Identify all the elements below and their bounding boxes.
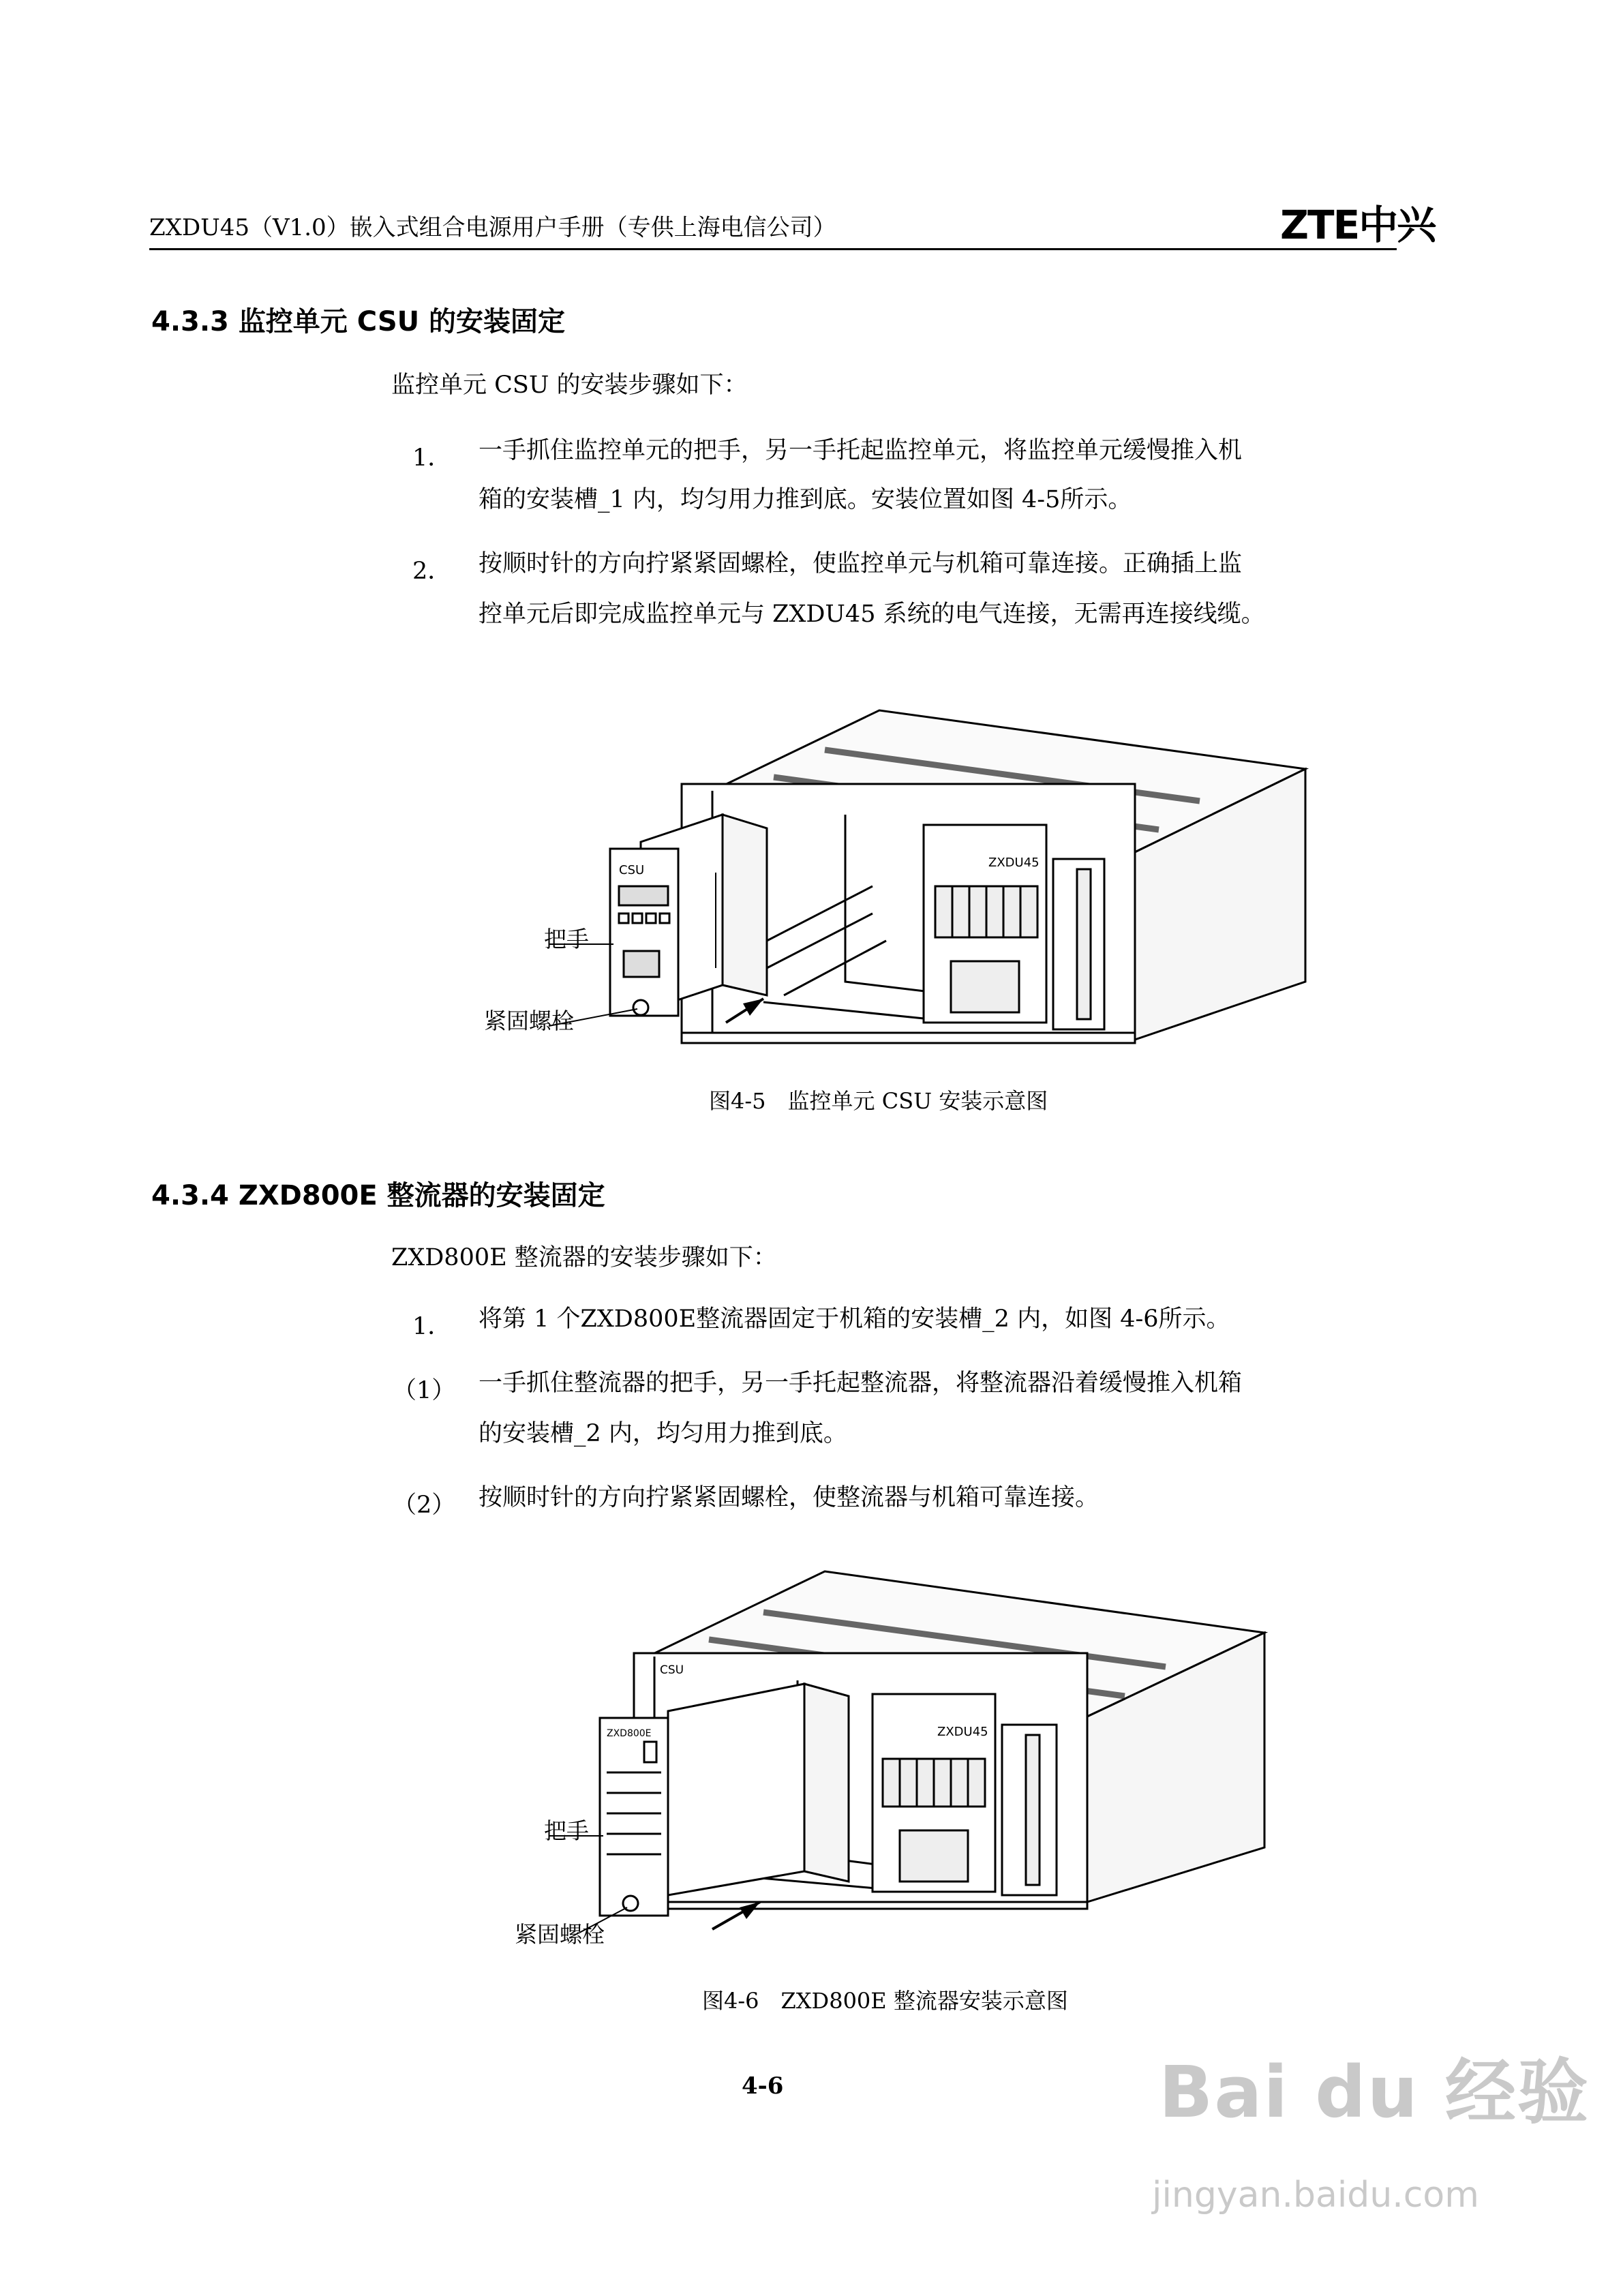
step-text-line: 按顺时针的方向拧紧紧固螺栓，使监控单元与机箱可靠连接。正确插上监: [479, 550, 1243, 577]
label-bolt: 紧固螺栓: [484, 1008, 574, 1034]
figure-caption: 图4-6 ZXD800E 整流器安装示意图: [702, 1988, 1068, 2014]
step-text-line: 一手抓住监控单元的把手，另一手托起监控单元，将监控单元缓慢推入机: [479, 437, 1243, 464]
section-heading-4-3-4: 4.3.4 ZXD800E 整流器的安装固定: [151, 1180, 605, 1211]
step-number: 1．: [412, 444, 452, 472]
csu-panel-label: CSU: [619, 863, 645, 877]
label-handle: 把手: [544, 1817, 589, 1844]
label-bolt: 紧固螺栓: [515, 1921, 605, 1948]
section-heading-4-3-3: 4.3.3 监控单元 CSU 的安装固定: [151, 306, 566, 337]
document-header-title: ZXDU45（V1.0）嵌入式组合电源用户手册（专供上海电信公司）: [149, 214, 836, 241]
substep-text-line: 的安装槽_2 内，均匀用力推到底。: [479, 1420, 847, 1447]
label-handle: 把手: [544, 926, 589, 952]
substep-number: （2）: [393, 1492, 456, 1519]
substep-number: （1）: [393, 1377, 456, 1404]
substep-text-line: 一手抓住整流器的把手，另一手托起整流器，将整流器沿着缓慢推入机箱: [479, 1370, 1243, 1397]
substep-text-line: 按顺时针的方向拧紧紧固螺栓，使整流器与机箱可靠连接。: [479, 1484, 1099, 1511]
figure-caption: 图4-5 监控单元 CSU 安装示意图: [709, 1088, 1048, 1114]
section-intro: 监控单元 CSU 的安装步骤如下：: [391, 372, 748, 399]
step-text-line: 控单元后即完成监控单元与 ZXDU45 系统的电气连接，无需再连接线缆。: [479, 601, 1265, 628]
csu-slot-label: CSU: [660, 1663, 684, 1677]
step-text-line: 箱的安装槽_1 内，均匀用力推到底。安装位置如图 4-5所示。: [479, 486, 1132, 513]
zte-logo: ZTE中兴: [1280, 202, 1436, 248]
step-number: 1．: [412, 1313, 452, 1340]
page-number: 4-6: [742, 2072, 784, 2100]
baidu-watermark: Bai du 经验: [1159, 2051, 1590, 2134]
baidu-watermark-url: jingyan.baidu.com: [1152, 2175, 1479, 2216]
section-intro: ZXD800E 整流器的安装步骤如下：: [391, 1244, 777, 1271]
zxdu45-module-label: ZXDU45: [937, 1725, 988, 1739]
zxd800e-panel-label: ZXD800E: [607, 1728, 652, 1739]
step-number: 2．: [412, 558, 452, 585]
step-text-line: 将第 1 个ZXD800E整流器固定于机箱的安装槽_2 内，如图 4-6所示。: [479, 1305, 1230, 1333]
zxdu45-module-label: ZXDU45: [988, 856, 1040, 870]
